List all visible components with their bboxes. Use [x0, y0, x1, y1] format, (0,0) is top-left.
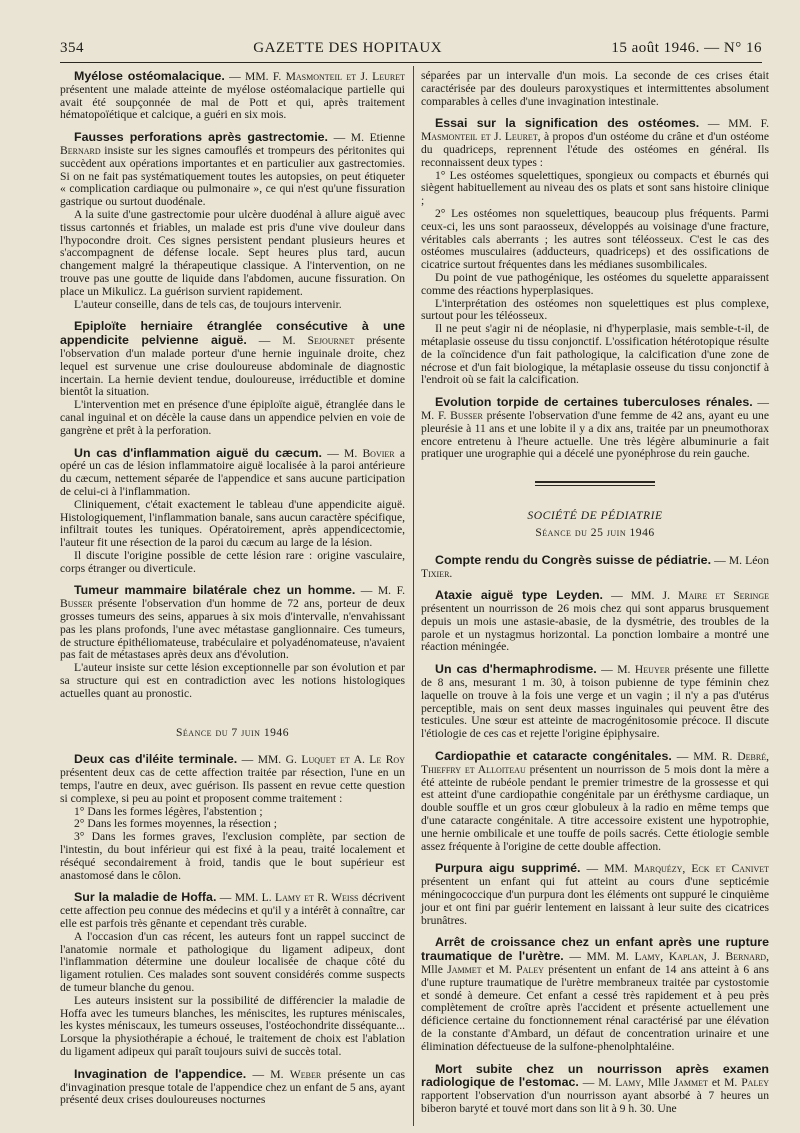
column-divider	[413, 66, 414, 1126]
author-separator: et M.	[481, 963, 517, 977]
author-prefix: — M.	[246, 1067, 290, 1081]
author-separator: , Mlle	[641, 1076, 674, 1090]
author-names: Masmonteil et J. Leuret	[285, 70, 406, 83]
article-title: Epiploïte herniaire étranglée consécutive à une appendicite pelvienne aiguë.	[60, 319, 405, 348]
author-prefix: — M.	[321, 446, 363, 460]
author-names: Lamy et R. Weiss	[275, 891, 359, 905]
paragraph: A l'occasion d'un cas récent, les auteurs font un rappel succinct de l'anatomie normale et pathologique du ligament adipeux, dont l'inflammation détermine une douleur localisée de chaque côté du ligament rotulien. Ces malades sont souvent considérés comme suspects de tumeur blanche du genou.	[60, 929, 405, 994]
article-title: Tumeur mammaire bilatérale chez un homme.	[74, 583, 356, 598]
separator-rule	[535, 481, 655, 486]
article-title: Purpura aigu supprimé.	[435, 861, 581, 876]
article-invagination	[60, 1068, 405, 1107]
page-header	[60, 40, 762, 62]
article-body: décrivent cette affection peu connue des médecins et qu'il y a intérêt à connaître, car elle est parfois très gênante et cependant très curable.	[60, 891, 405, 931]
article-body: présente une fillette de 8 ans, mesurant 1 m. 30, à toison pubienne de type féminin chez laquelle on trouve à la fois une verge et un vagin ; il n'y a pas d'utérus perceptible, mais on sent deux masses inguinales qui peuvent être des testicules. Une sœur est atteinte de macrogénitosomie précoce. Il discute l'étiologie de ces cas et rejette l'origine épiphysaire.	[421, 663, 769, 741]
list-item: 2° Les ostéomes non squelettiques, beaucoup plus fréquents. Parmi ceux-ci, les uns sont paraosseux, développés au voisinage d'une fracture, véritables cals aberrants ; les autres sont téléosseux. C'est le cas des ostéomes musculaires (adducteurs, quadriceps) et des ossifications de cicatrice surtout fréquentes dans les médianes susombilicales.	[421, 206, 769, 272]
paragraph: L'auteur insiste sur cette lésion exceptionnelle par son évolution et par sa structure qui est en contradiction avec les notions histologiques actuelles quant au pronostic.	[60, 661, 405, 700]
session-date-text: Séance du 25 juin 1946	[535, 525, 655, 539]
article-title: Arrêt de croissance chez un enfant après une rupture traumatique de l'urètre.	[421, 935, 769, 964]
article-body: présente l'observation d'un homme de 72 ans, porteur de deux grosses tumeurs des seins, apparues à six mois d'intervalle, n'envahissant pas les plans profonds, l'une avec métastase ganglionnaire. Ces tumeurs, de structure épithéliomateuse, trabéculaire et polyadénomateuse, n'avaient pas fait de métastases après deux ans d'évolution.	[60, 597, 405, 662]
article-osteomes	[421, 117, 769, 387]
author-names: Busser	[450, 408, 483, 422]
session-date	[60, 727, 405, 740]
session-date-text: Séance du 7 juin 1946	[175, 725, 290, 739]
article-continuation	[421, 70, 769, 108]
section-separator	[421, 481, 769, 486]
paragraph: séparées par un intervalle d'un mois. La seconde de ces crises était caractérisée par des douleurs paroxystiques et intermittentes absolument comparables à celles d'une invagination intestinale.	[421, 69, 769, 108]
author-names: Heuyer	[634, 663, 670, 677]
article-title: Un cas d'inflammation aiguë du cæcum.	[74, 445, 322, 460]
author-prefix: — M. Léon	[711, 553, 769, 567]
author-names: Marquézy, Eck et Canivet	[633, 862, 769, 876]
article-title: Deux cas d'iléite terminale.	[74, 752, 238, 767]
author-names: Bovier	[362, 446, 395, 460]
paragraph: Du point de vue pathogénique, les ostéomes du squelette apparaissent comme des réactions hyperplasiques.	[421, 270, 769, 297]
list-item: 2° Dans les formes moyennes, la résection ;	[74, 817, 277, 831]
author-names: Debré, Thieffry et Alloiteau	[421, 750, 769, 776]
author-names: Masmonteil et J. Leuret	[421, 130, 538, 144]
author-prefix: — M. F.	[421, 396, 769, 422]
article-congres-suisse	[421, 554, 769, 581]
article-title: Sur la maladie de Hoffa.	[74, 890, 217, 905]
session-date	[421, 527, 769, 540]
article-body: présentent un enfant de 14 ans atteint à 6 ans d'une rupture traumatique de l'urètre membraneux traitée par cystostomie et sondé à demeure. Cet enfant a cessé très rapidement et à peu près complètement de croître après l'accident et présente actuellement une déficience certaine du fonctionnement rénal caractérisé par une élévation de la constante d'Ambard, un défaut de concentration urinaire et une élimination défectueuse de la sulfone-phenolphtaléine.	[421, 963, 769, 1053]
author-names: Luquet et A. Le Roy	[301, 753, 405, 767]
author-prefix: — M. F.	[355, 584, 405, 598]
article-title: Mort subite chez un nourrisson après examen radiologique de l'estomac.	[421, 1061, 769, 1090]
article-body: présente l'observation d'un malade porteur d'une hernie inguinale droite, chez lequel est survenue une crise douloureuse abdominale de diagnostic incertain. La hernie devient tendue, douloureuse, irréductible et domine bientôt la situation.	[60, 334, 405, 399]
author-separator: , Mlle	[421, 950, 769, 977]
article-body: , à propos d'un ostéome du crâne et d'un ostéome du quadriceps, reprennent l'étude des ostéomes en général. Ils reconnaissent deux types :	[421, 130, 769, 169]
author-names: Paley	[741, 1076, 769, 1090]
article-body: présente un cas d'invagination presque totale de l'appendice chez un enfant de 5 ans, ayant présenté deux crises douloureuses nocturnes	[60, 1067, 405, 1107]
header-rule	[60, 62, 762, 63]
author-separator: et M.	[707, 1076, 742, 1090]
list-item: 1° Les ostéomes squelettiques, spongieux ou compacts et éburnés qui siègent habituellement au niveau des os plats et sont sans histoire clinique ;	[421, 168, 769, 208]
author-names: Lamy, Kaplan, J. Bernard	[634, 950, 767, 964]
article-tumeur-mammaire	[60, 584, 405, 700]
article-body: rapportent l'observation d'un nourrisson ayant absorbé à 7 heures un biberon baryté et touvé mort dans son lit à 9 h. 30. Une	[421, 1089, 769, 1115]
paragraph: Cliniquement, c'était exactement le tableau d'une appendicite aiguë. Histologiquement, l'inflammation banale, sans aucun caractère spécifique, infiltrait toutes les tuniques. Opératoirement, après appendicectomie, l'auteur fit une résection de la paroi du cæcum au large de la lésion.	[60, 497, 405, 550]
author-names: Bernard	[60, 143, 101, 157]
article-title: Evolution torpide de certaines tuberculoses rénales.	[435, 395, 753, 410]
author-names: Weber	[289, 1067, 322, 1081]
article-body: présentent un enfant qui fut atteint au cours d'une septicémie méningococcique d'un purpura dont les éléments ont suppuré le cinquième jour et ont fini par guérir lentement en laissant à leur suite des cicatrices brunâtres.	[421, 875, 769, 927]
list-item: 3° Dans les formes graves, l'exclusion complète, par section de l'intestin, du bout inférieur qui est fixé à la peau, traité localement et réséqué secondairement à froid, tandis que le bout supérieur est anastomosé dans le côlon.	[60, 830, 405, 882]
article-fausses-perforations	[60, 131, 405, 311]
article-mort-subite	[421, 1063, 769, 1116]
article-tuberculoses	[421, 396, 769, 461]
author-prefix: — MM. F.	[224, 70, 286, 83]
article-title: Myélose ostéomalacique.	[74, 69, 225, 83]
society-title: SOCIÉTÉ DE PÉDIATRIE	[527, 509, 663, 523]
author-prefix: — MM. M.	[563, 950, 635, 964]
author-names: Lamy	[615, 1076, 642, 1090]
article-title: Fausses perforations après gastrectomie.	[74, 130, 328, 145]
article-title: Invagination de l'appendice.	[74, 1066, 247, 1081]
article-myelose	[60, 70, 405, 122]
journal-title: GAZETTE DES HOPITAUX	[253, 40, 443, 56]
right-column	[421, 70, 769, 1125]
author-prefix: — MM.	[580, 862, 634, 876]
article-hoffa	[60, 891, 405, 1058]
author-names: Jammet	[673, 1076, 708, 1090]
author-names: Tixier	[421, 566, 450, 580]
author-prefix: — M.	[596, 663, 635, 677]
author-prefix: — M.	[578, 1076, 616, 1090]
article-hermaphrodisme	[421, 663, 769, 741]
article-title: Compte rendu du Congrès suisse de pédiatrie.	[435, 552, 712, 567]
author-names: Maire et Seringe	[678, 589, 769, 603]
article-body: présentent deux cas de cette affection traitée par résection, l'une en un temps, l'autre en deux, avec guérison. Ils passent en revue cette question si complexe, si peu au point et proposent comme traitement :	[60, 766, 405, 805]
article-arret-croissance	[421, 936, 769, 1053]
author-names: Paley	[516, 963, 544, 977]
article-body: .	[449, 566, 453, 580]
article-ataxie	[421, 589, 769, 654]
article-purpura	[421, 862, 769, 927]
article-title: Essai sur la signification des ostéomes.	[435, 116, 700, 131]
paragraph: L'auteur conseille, dans de tels cas, de toujours intervenir.	[74, 297, 342, 311]
paragraph: A la suite d'une gastrectomie pour ulcère duodénal à allure aiguë avec tissus cartonnés et friables, un malade est pris d'une vive douleur dans l'hypocondre droit. Ces signes persistent pendant plusieurs heures et s'accompagnent de défense locale. Sept heures plus tard, aucun changement malgré la thérapeutique classique. A l'intervention, on ne trouve pas une goutte de liquide dans l'abdomen, aucune fissuration. On place un Mikulicz. La guérison survient rapidement.	[60, 207, 405, 298]
list-item: 1° Dans les formes légères, l'abstention ;	[74, 804, 263, 818]
author-prefix: — M.	[246, 334, 308, 348]
paragraph: Les auteurs insistent sur la possibilité de différencier la maladie de Hoffa avec les tumeurs blanches, les méniscites, les ruptures méniscales, les kystes méniscaux, les tumeurs osseuses, l'ostéochondrite disséquante... Lorsque la physiothérapie a échoué, le traitement de choix est l'ablation du ligament adipeux qui paraît toujours suivi de succès total.	[60, 993, 405, 1058]
issue-date: 15 août 1946. — N° 16	[611, 40, 762, 56]
article-body: présentent un nourrisson de 5 mois dont la mère a été atteinte de rubéole pendant le premier trimestre de la grossesse et qui est atteint d'une cardiopathie congénitale par un éréthysme cardiaque, un double souffle et un gros cœur globuleux à la radio en même temps que d'une cataracte congénitale. A titre accessoire existent une hypotrophie, une hernie ombilicale et une touffe de poils sacrés. Cette étiologie semble assez fréquente à l'origine de cette double affection.	[421, 762, 769, 853]
article-caecum	[60, 447, 405, 576]
article-body: présentent un nourrisson de 26 mois chez qui sont apparus brusquement depuis un mois une astasie-abasie, de la dysmétrie, des troubles de la parole et un nystagmus horizontal. La ponction lombaire a montré une réaction méningée.	[421, 602, 769, 654]
author-names: Sejournet	[307, 334, 355, 348]
article-body: présentent une malade atteinte de myélose ostéomalacique partielle qui avait été soupçonnée de mal de Pott et qui, après traitement hématopoïétique et calcique, a guéri en six mois.	[60, 82, 405, 122]
author-names: Busser	[60, 597, 93, 611]
left-column	[60, 70, 405, 1116]
article-title: Ataxie aiguë type Leyden.	[435, 588, 603, 603]
paragraph: L'intervention met en présence d'une épiploïte aiguë, étranglée dans le canal inguinal et on décèle la cause dans un appendice pelvien en voie de gangrène et prêt à la perforation.	[60, 398, 405, 437]
paragraph: Il discute l'origine possible de cette lésion rare : origine vasculaire, corps étranger ou diverticule.	[60, 548, 405, 575]
author-prefix: — MM. L.	[216, 891, 275, 905]
article-body: présente l'observation d'une femme de 42 ans, ayant eu une pleurésie à 11 ans et une lobite il y a dix ans, traitée par un pneumothorax encore entretenu à l'heure actuelle. Une très légère albuminurie a fait pratiquer une urographie qui a décelé une pyonéphrose du rein gauche.	[421, 408, 770, 461]
article-body: insiste sur les signes camouflés et trompeurs des péritonites qui succèdent aux opérations importantes et en particulier aux gastrectomies. Si on ne fait pas systématiquement toutes les autopsies, on peut étiqueter « complication cardiaque ou pulmonaire », ce qui n'est qu'une fissuration gastrique ou surtout duodénale.	[60, 143, 405, 209]
article-title: Un cas d'hermaphrodisme.	[435, 662, 597, 677]
paragraph: Il ne peut s'agir ni de néoplasie, ni d'hyperplasie, mais semble-t-il, de métaplasie osseuse du tissu conjonctif. L'ossification hétérotopique résulte de la coïncidence d'un fait pathologique, la calcification d'une zone de nécrose et d'un fait biologique, la métaplasie osseuse du tissu conjonctif à l'endroit où se fait la calcification.	[421, 322, 769, 387]
author-names: Jammet	[447, 963, 482, 977]
author-prefix: — M. Etienne	[327, 131, 405, 145]
article-ileite	[60, 753, 405, 882]
author-prefix: — MM. G.	[237, 753, 302, 767]
author-prefix: — MM. J.	[602, 589, 679, 603]
article-body: a opéré un cas de lésion inflammatoire aiguë localisée à la paroi antérieure du cæcum, nettement séparée de l'appendice et sans aucune participation de celui-ci à l'inflammation.	[60, 446, 405, 498]
article-cardiopathie	[421, 750, 769, 853]
article-title: Cardiopathie et cataracte congénitales.	[435, 749, 672, 764]
article-epiploite	[60, 320, 405, 437]
author-prefix: — MM. F.	[699, 117, 769, 131]
author-prefix: — MM. R.	[671, 750, 738, 764]
paragraph: L'interprétation des ostéomes non squelettiques est plus complexe, surtout pour les téléosseux.	[421, 296, 769, 323]
page-number: 354	[60, 40, 84, 56]
